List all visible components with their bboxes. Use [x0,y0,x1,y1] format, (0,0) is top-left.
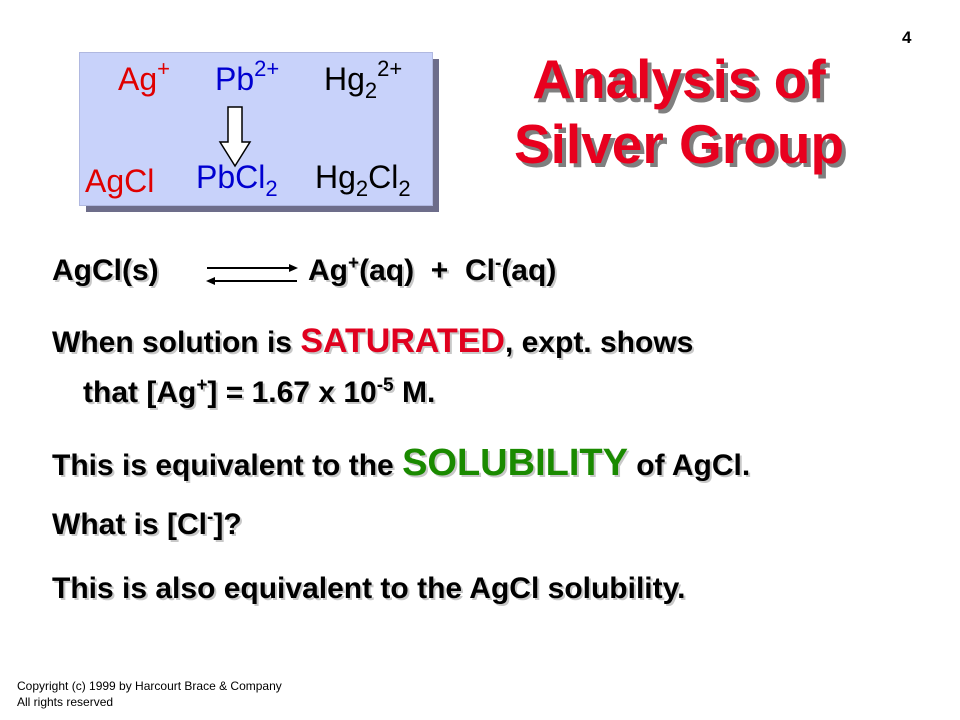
solubility-keyword: SOLUBILITY [402,442,628,484]
ion-hg2-2plus: $Hg_2^{2+}$ [324,56,403,103]
precipitate-agcl: AgCl [85,163,155,199]
ion-panel [79,52,433,206]
saturated-keyword: SATURATED [300,322,505,360]
precipitate-pbcl2: PbCl$_2$ [196,159,278,201]
paragraph-solubility: This is equivalent to the SOLUBILITY of AgCl. [52,442,751,484]
title-line-2: Silver Group [513,113,845,175]
paragraph-saturated: When solution is SATURATED, expt. shows [52,322,694,360]
paragraph-cl-solubility: This is also equivalent to the AgCl solubility. [52,572,686,605]
paragraph-cl-question: What is [Cl-]? [52,507,242,541]
copyright-notice [17,678,282,710]
title-line-1: Analysis of [532,48,826,110]
equilibrium-right: Ag+(aq) + Cl-(aq) [308,253,557,287]
slide-number: 4 [902,28,912,47]
precipitate-hg2cl2: $Hg_2Cl_2$ [315,159,411,201]
equilibrium-arrows-icon [203,262,301,288]
copyright-line-1: Copyright (c) 1999 by Harcourt Brace & Company [17,679,282,693]
equilibrium-left: AgCl(s) [52,254,159,287]
copyright-line-2: All rights reserved [17,695,114,709]
ion-pb-2plus: $Pb^{2+}$ [215,56,280,97]
ion-ag-plus: Ag+ [118,56,170,97]
paragraph-ag-concentration: that [Ag+] = 1.67 x $10^{-5}$ M. [83,375,436,409]
